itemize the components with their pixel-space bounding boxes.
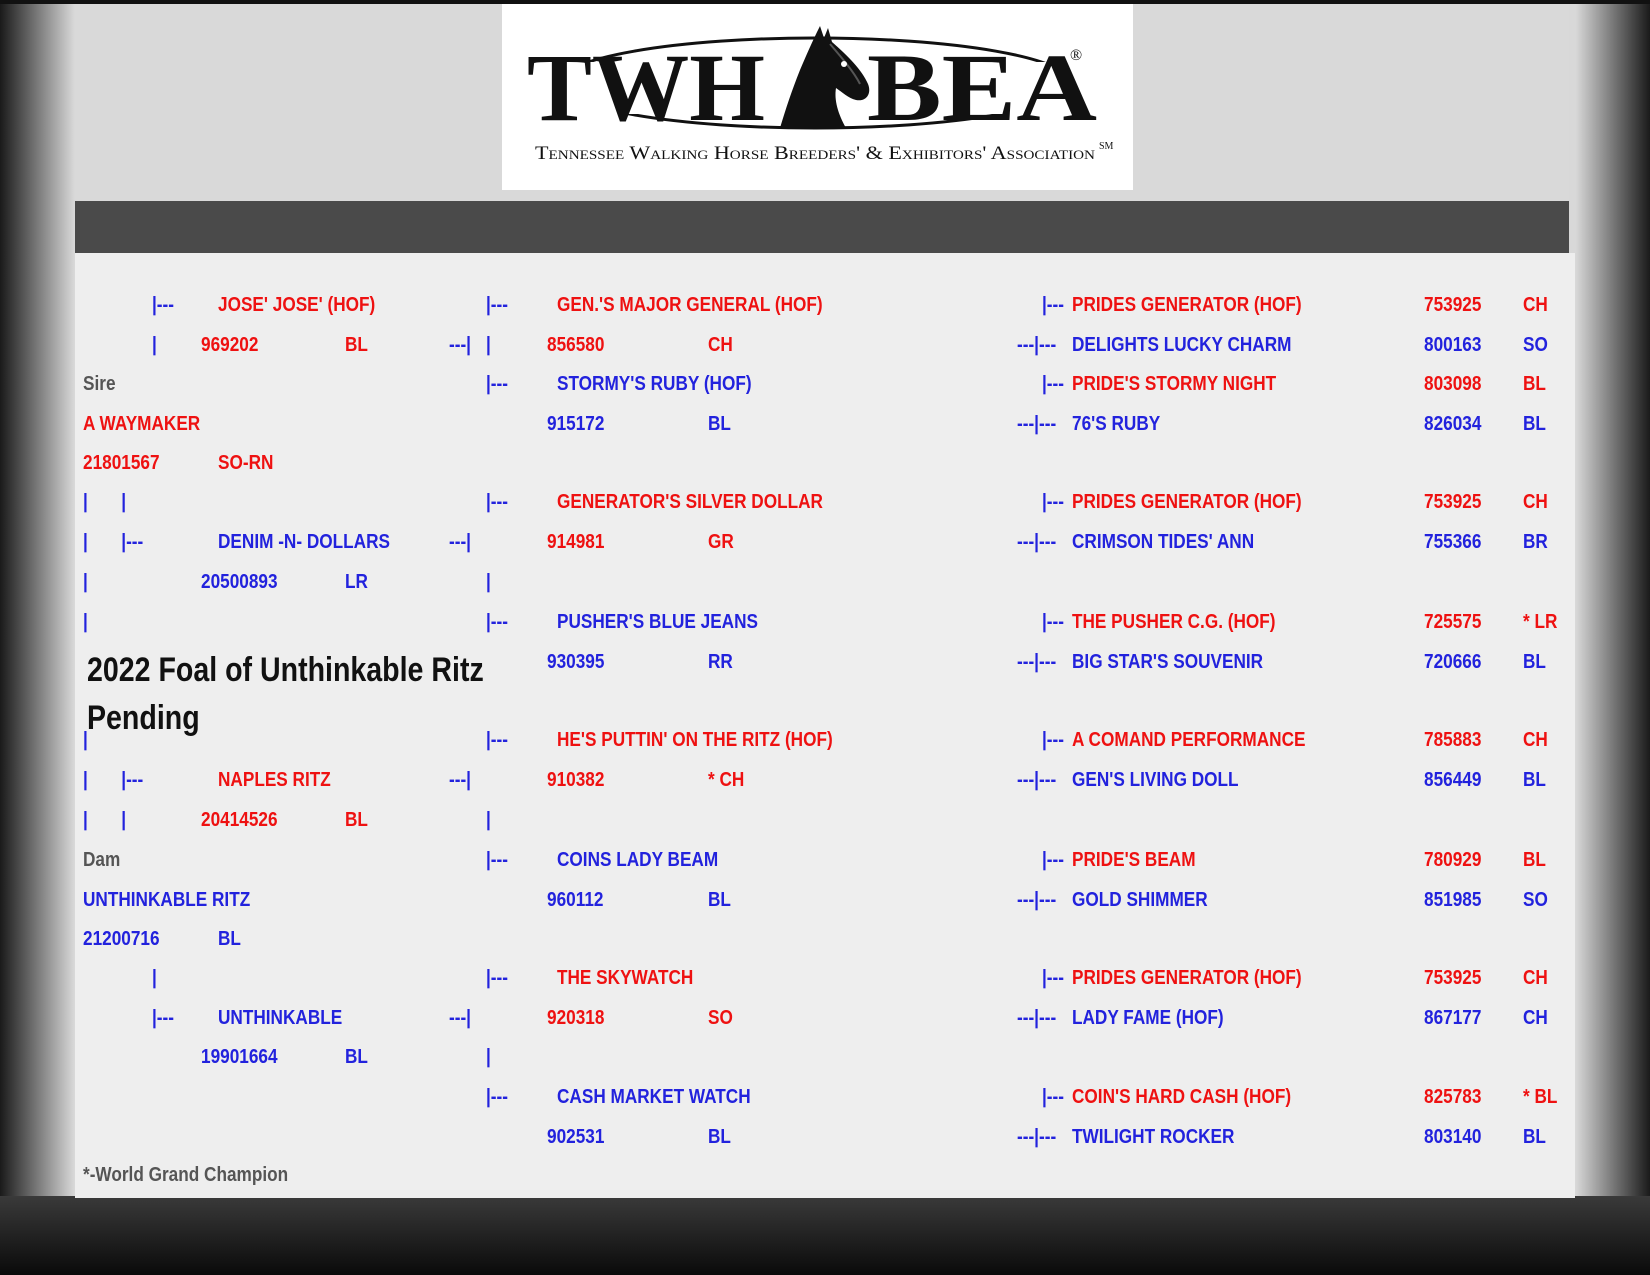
gggp2-branch: ---|--- (1017, 334, 1057, 356)
sire-sire-branch: |--- (152, 294, 174, 316)
ggp2-name: STORMY'S RUBY (HOF) (557, 373, 752, 395)
sire-dam-branch: | |--- (83, 531, 144, 553)
gggp16-reg: 803140 (1424, 1126, 1482, 1148)
gggp12-name: GOLD SHIMMER (1072, 889, 1208, 911)
gggp9-color: CH (1523, 729, 1548, 751)
gggp7-name: THE PUSHER C.G. (HOF) (1072, 611, 1276, 633)
gp4-join: ---| (449, 1007, 471, 1029)
gggp4-branch: ---|--- (1017, 413, 1057, 435)
gggp5-reg: 753925 (1424, 491, 1482, 513)
gp1-reg: 969202 (201, 334, 259, 356)
ggp1-top-branch: |--- (486, 294, 508, 316)
foal-title: 2022 Foal of Unthinkable Ritz (87, 651, 484, 689)
ggp7-name: THE SKYWATCH (557, 967, 694, 989)
ggp6-branch: |--- (486, 849, 508, 871)
dam-dam-pipe: | (152, 967, 157, 989)
ggp2-branch: |--- (486, 373, 508, 395)
sire-name: A WAYMAKER (83, 413, 201, 435)
gggp14-branch: ---|--- (1017, 1007, 1057, 1029)
logo-tagline: Tennessee Walking Horse Breeders' & Exhibitors' Association (535, 143, 1096, 164)
ggp3-branch: |--- (486, 491, 508, 513)
footnote: *-World Grand Champion (83, 1164, 289, 1186)
gggp8-reg: 720666 (1424, 651, 1482, 673)
gp2-color: LR (345, 571, 368, 593)
gggp16-branch: ---|--- (1017, 1126, 1057, 1148)
ggp7-color: SO (708, 1007, 733, 1029)
gggp15-name: COIN'S HARD CASH (HOF) (1072, 1086, 1292, 1108)
twhbea-logo (502, 4, 1133, 190)
ggp5-color: * CH (708, 769, 745, 791)
gggp2-name: DELIGHTS LUCKY CHARM (1072, 334, 1292, 356)
gggp13-branch: |--- (1042, 967, 1064, 989)
gggp16-name: TWILIGHT ROCKER (1072, 1126, 1235, 1148)
pedigree-document (75, 253, 1575, 1198)
gggp11-color: BL (1523, 849, 1546, 871)
ggp5-name: HE'S PUTTIN' ON THE RITZ (HOF) (557, 729, 833, 751)
dam-reg: 21200716 (83, 928, 160, 950)
gggp9-branch: |--- (1042, 729, 1064, 751)
gp2-reg: 20500893 (201, 571, 278, 593)
gggp9-name: A COMAND PERFORMANCE (1072, 729, 1306, 751)
sire-dam-pipe: | (83, 571, 88, 593)
gggp4-reg: 826034 (1424, 413, 1482, 435)
sire-label: Sire (83, 373, 116, 395)
dam-name: UNTHINKABLE RITZ (83, 889, 251, 911)
gggp7-reg: 725575 (1424, 611, 1482, 633)
dam-label: Dam (83, 849, 121, 871)
dam-dam-branch: |--- (152, 1007, 174, 1029)
ggp4-branch: |--- (486, 611, 508, 633)
bottom-border (0, 1196, 1650, 1275)
gggp13-reg: 753925 (1424, 967, 1482, 989)
gggp4-color: BL (1523, 413, 1546, 435)
ggp3-reg: 914981 (547, 531, 605, 553)
gggp10-color: BL (1523, 769, 1546, 791)
ggp3-pipe: | (486, 571, 491, 593)
gggp5-branch: |--- (1042, 491, 1064, 513)
gggp16-color: BL (1523, 1126, 1546, 1148)
gp3-name: NAPLES RITZ (218, 769, 331, 791)
ggp8-reg: 902531 (547, 1126, 605, 1148)
ggp5-branch: |--- (486, 729, 508, 751)
gggp6-name: CRIMSON TIDES' ANN (1072, 531, 1255, 553)
gggp3-name: PRIDE'S STORMY NIGHT (1072, 373, 1277, 395)
gggp8-name: BIG STAR'S SOUVENIR (1072, 651, 1264, 673)
gggp5-color: CH (1523, 491, 1548, 513)
sire-reg: 21801567 (83, 452, 160, 474)
sire-dam-pipe-pipe: | | (83, 491, 127, 513)
ggp8-name: CASH MARKET WATCH (557, 1086, 751, 1108)
gp4-color: BL (345, 1046, 368, 1068)
gggp9-reg: 785883 (1424, 729, 1482, 751)
gggp2-reg: 800163 (1424, 334, 1482, 356)
logo-left-text: TWH (527, 34, 765, 141)
ggp4-color: RR (708, 651, 733, 673)
gggp3-reg: 803098 (1424, 373, 1482, 395)
gggp12-color: SO (1523, 889, 1548, 911)
sire-color: SO-RN (218, 452, 274, 474)
sire-sire-pipe: | (152, 334, 157, 356)
gggp1-name: PRIDES GENERATOR (HOF) (1072, 294, 1302, 316)
gp2-name: DENIM -N- DOLLARS (218, 531, 390, 553)
gggp15-branch: |--- (1042, 1086, 1064, 1108)
ggp7-branch: |--- (486, 967, 508, 989)
gggp11-reg: 780929 (1424, 849, 1482, 871)
ggp2-color: BL (708, 413, 731, 435)
gp3-color: BL (345, 809, 368, 831)
gp1-color: BL (345, 334, 368, 356)
ggp7-pipe: | (486, 1046, 491, 1068)
service-mark: SM (1099, 141, 1114, 152)
gggp1-branch: |--- (1042, 294, 1064, 316)
gggp6-branch: ---|--- (1017, 531, 1057, 553)
gggp8-color: BL (1523, 651, 1546, 673)
gggp15-color: * BL (1523, 1086, 1558, 1108)
ggp1-name: GEN.'S MAJOR GENERAL (HOF) (557, 294, 823, 316)
gggp10-branch: ---|--- (1017, 769, 1057, 791)
registered-mark: ® (1070, 47, 1083, 64)
ggp5-pipe: | (486, 809, 491, 831)
gggp13-name: PRIDES GENERATOR (HOF) (1072, 967, 1302, 989)
ggp5-reg: 910382 (547, 769, 605, 791)
gggp7-branch: |--- (1042, 611, 1064, 633)
dam-sire-pipe-pipe: | | (83, 809, 127, 831)
ggp4-name: PUSHER'S BLUE JEANS (557, 611, 758, 633)
gggp4-name: 76'S RUBY (1072, 413, 1161, 435)
ggp3-color: GR (708, 531, 734, 553)
ggp6-color: BL (708, 889, 731, 911)
gggp5-name: PRIDES GENERATOR (HOF) (1072, 491, 1302, 513)
gggp15-reg: 825783 (1424, 1086, 1482, 1108)
gp1-name: JOSE' JOSE' (HOF) (218, 294, 376, 316)
title-bar (75, 201, 1569, 253)
ggp7-reg: 920318 (547, 1007, 605, 1029)
dam-sire-branch: | |--- (83, 769, 144, 791)
gggp6-reg: 755366 (1424, 531, 1482, 553)
gggp14-color: CH (1523, 1007, 1548, 1029)
gp4-reg: 19901664 (201, 1046, 278, 1068)
dam-color: BL (218, 928, 241, 950)
ggp8-color: BL (708, 1126, 731, 1148)
gp4-name: UNTHINKABLE (218, 1007, 343, 1029)
logo-right-text: BEA (867, 34, 1097, 141)
ggp8-branch: |--- (486, 1086, 508, 1108)
gggp12-reg: 851985 (1424, 889, 1482, 911)
logo-graphic (502, 4, 1133, 190)
gggp1-reg: 753925 (1424, 294, 1482, 316)
ggp1-color: CH (708, 334, 733, 356)
gggp12-branch: ---|--- (1017, 889, 1057, 911)
ggp6-reg: 960112 (547, 889, 604, 911)
ggp2-reg: 915172 (547, 413, 605, 435)
foal-status: Pending (87, 699, 200, 737)
ggp1-pipe: | (486, 334, 491, 356)
gggp3-color: BL (1523, 373, 1546, 395)
gp2-join: ---| (449, 531, 471, 553)
gggp11-branch: |--- (1042, 849, 1064, 871)
gp3-join: ---| (449, 769, 471, 791)
ggp3-name: GENERATOR'S SILVER DOLLAR (557, 491, 823, 513)
gggp14-name: LADY FAME (HOF) (1072, 1007, 1224, 1029)
gggp11-name: PRIDE'S BEAM (1072, 849, 1196, 871)
gggp2-color: SO (1523, 334, 1548, 356)
ggp1-reg: 856580 (547, 334, 605, 356)
gggp10-reg: 856449 (1424, 769, 1482, 791)
gggp1-color: CH (1523, 294, 1548, 316)
gggp10-name: GEN'S LIVING DOLL (1072, 769, 1239, 791)
gggp7-color: * LR (1523, 611, 1558, 633)
gggp8-branch: ---|--- (1017, 651, 1057, 673)
dam-sire-pipe-top: | (83, 729, 88, 751)
gggp14-reg: 867177 (1424, 1007, 1482, 1029)
gggp3-branch: |--- (1042, 373, 1064, 395)
gp3-reg: 20414526 (201, 809, 278, 831)
ggp6-name: COINS LADY BEAM (557, 849, 719, 871)
gggp13-color: CH (1523, 967, 1548, 989)
sire-dam-pipe-2: | (83, 611, 88, 633)
ggp4-reg: 930395 (547, 651, 605, 673)
gp1-join: ---| (449, 334, 471, 356)
gggp6-color: BR (1523, 531, 1548, 553)
